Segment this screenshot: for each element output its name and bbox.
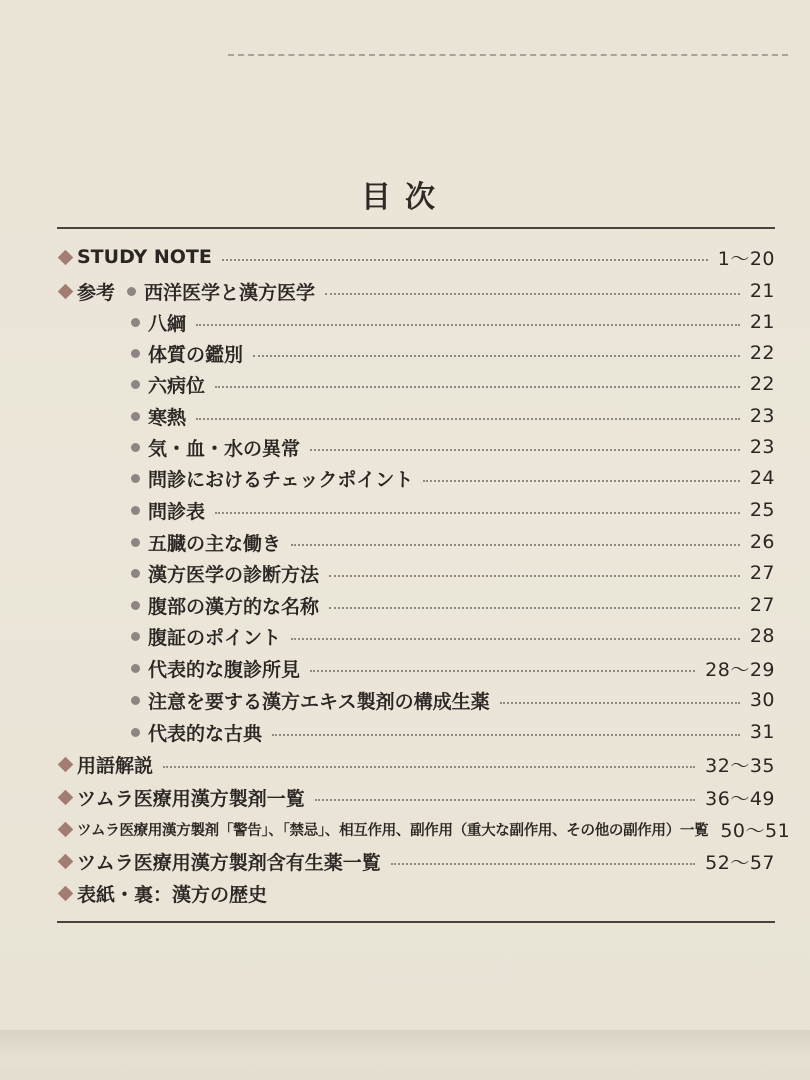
toc-entry-label: 八綱 <box>148 312 187 335</box>
dot-leader <box>291 544 740 546</box>
toc-entry-prefix: 参考 <box>77 281 116 304</box>
dot-leader <box>325 293 740 295</box>
circle-bullet-icon <box>131 506 140 515</box>
toc-entry-label: 腹部の漢方的な名称 <box>148 595 320 618</box>
toc-subentry <box>131 495 775 525</box>
toc-entry-herbs-list <box>57 846 775 876</box>
toc-entry-label: 西洋医学と漢方医学 <box>144 281 316 304</box>
toc-entry-label: 寒熱 <box>148 406 187 429</box>
toc-entry-label: 気・血・水の異常 <box>148 437 301 460</box>
dot-leader <box>315 799 695 801</box>
toc-entry-page: 27 <box>749 562 775 584</box>
toc-subentry <box>131 717 775 747</box>
toc-entry-page: 23 <box>749 436 775 458</box>
dot-leader <box>222 259 708 261</box>
page-bottom-edge <box>0 1030 810 1080</box>
circle-bullet-icon <box>131 601 140 610</box>
toc-entry-page: 22 <box>749 373 775 395</box>
toc-entry-label: ツムラ医療用漢方製剤一覧 <box>77 787 305 810</box>
toc-subentry <box>131 369 775 399</box>
diamond-bullet-icon <box>58 789 74 805</box>
diamond-bullet-icon <box>58 249 74 265</box>
dot-leader <box>163 766 695 768</box>
toc-subentry <box>131 338 775 368</box>
toc-entry-label: ツムラ医療用漢方製剤「警告」、「禁忌」、相互作用、副作用（重大な副作用、その他の副作用）一覧 <box>77 822 709 839</box>
dot-leader <box>196 418 740 420</box>
dot-leader <box>500 702 740 704</box>
top-rule <box>57 227 775 229</box>
dot-leader <box>196 324 740 326</box>
toc-subentry <box>131 432 775 462</box>
toc-entry-warnings-list <box>57 814 791 844</box>
toc-entry-label: 代表的な古典 <box>148 722 263 745</box>
toc-entry-label: 代表的な腹診所見 <box>148 658 301 681</box>
dot-leader <box>253 355 740 357</box>
diamond-bullet-icon <box>58 885 74 901</box>
toc-subentry <box>131 527 775 557</box>
circle-bullet-icon <box>131 696 140 705</box>
toc-entry-reference <box>57 276 775 306</box>
toc-entry-page: 36〜49 <box>705 787 775 810</box>
toc-entry-label: 注意を要する漢方エキス製剤の構成生薬 <box>148 690 490 713</box>
circle-bullet-icon <box>131 318 140 327</box>
toc-entry-page: 32〜35 <box>705 754 775 777</box>
toc-entry-page: 31 <box>749 721 775 743</box>
dot-leader <box>423 480 739 482</box>
circle-bullet-icon <box>131 569 140 578</box>
toc-entry-page: 52〜57 <box>705 851 775 874</box>
toc-entry-label: 問診におけるチェックポイント <box>148 468 414 491</box>
toc-subentry <box>131 558 775 588</box>
toc-entry-page: 26 <box>749 531 775 553</box>
top-dashed-rule <box>228 54 788 56</box>
dot-leader <box>310 449 740 451</box>
toc-entry-page: 21 <box>749 311 775 333</box>
toc-entry-product-list <box>57 782 775 812</box>
dot-leader <box>215 386 740 388</box>
toc-entry-page: 50〜51 <box>720 819 791 842</box>
circle-bullet-icon <box>131 728 140 737</box>
toc-entry-page: 30 <box>749 689 775 711</box>
dot-leader <box>329 607 740 609</box>
toc-entry-label: ツムラ医療用漢方製剤含有生薬一覧 <box>77 851 381 874</box>
toc-entry-page: 21 <box>749 280 775 302</box>
toc-entry-page: 27 <box>749 594 775 616</box>
toc-entry-study-note <box>57 242 775 272</box>
circle-bullet-icon <box>131 349 140 358</box>
toc-entry-label: 問診表 <box>148 500 206 523</box>
circle-bullet-icon <box>131 443 140 452</box>
circle-bullet-icon <box>131 538 140 547</box>
toc-subentry <box>131 653 775 683</box>
toc-entry-page: 28 <box>749 625 775 647</box>
toc-subentry <box>131 621 775 651</box>
dot-leader <box>291 638 740 640</box>
toc-entry-cover-history <box>57 878 775 908</box>
dot-leader <box>391 863 695 865</box>
diamond-bullet-icon <box>58 756 74 772</box>
dot-leader <box>215 512 740 514</box>
toc-subentry <box>131 401 775 431</box>
circle-bullet-icon <box>131 664 140 673</box>
dot-leader <box>329 575 740 577</box>
toc-subentry <box>131 463 775 493</box>
diamond-bullet-icon <box>58 853 74 869</box>
bottom-rule <box>57 921 775 923</box>
toc-entry-label: 体質の鑑別 <box>148 343 244 366</box>
diamond-bullet-icon <box>58 821 74 837</box>
circle-bullet-icon <box>131 412 140 421</box>
toc-subentry <box>131 685 775 715</box>
circle-bullet-icon <box>131 380 140 389</box>
toc-entry-page: 25 <box>749 499 775 521</box>
toc-entry-label: 表紙・裏：漢方の歴史 <box>77 883 268 906</box>
toc-entry-label: 腹証のポイント <box>148 626 282 649</box>
toc-entry-label: 漢方医学の診断方法 <box>148 563 320 586</box>
circle-bullet-icon <box>127 287 136 296</box>
toc-entry-page: 23 <box>749 405 775 427</box>
dot-leader <box>272 734 740 736</box>
toc-entry-label: 五臓の主な働き <box>148 532 282 555</box>
toc-entry-page: 28〜29 <box>705 658 775 681</box>
toc-entry-label: 六病位 <box>148 374 206 397</box>
toc-entry-label: 用語解説 <box>77 754 154 777</box>
diamond-bullet-icon <box>58 283 74 299</box>
toc-entry-page: 1〜20 <box>717 247 775 270</box>
toc-entry-page: 24 <box>749 467 775 489</box>
toc-subentry <box>131 307 775 337</box>
toc-entry-glossary <box>57 749 775 779</box>
circle-bullet-icon <box>131 474 140 483</box>
dot-leader <box>310 670 695 672</box>
page-title: 目次 <box>361 180 449 215</box>
toc-entry-label: STUDY NOTE <box>77 246 212 268</box>
toc-entry-page: 22 <box>749 342 775 364</box>
circle-bullet-icon <box>131 632 140 641</box>
toc-subentry <box>131 590 775 620</box>
